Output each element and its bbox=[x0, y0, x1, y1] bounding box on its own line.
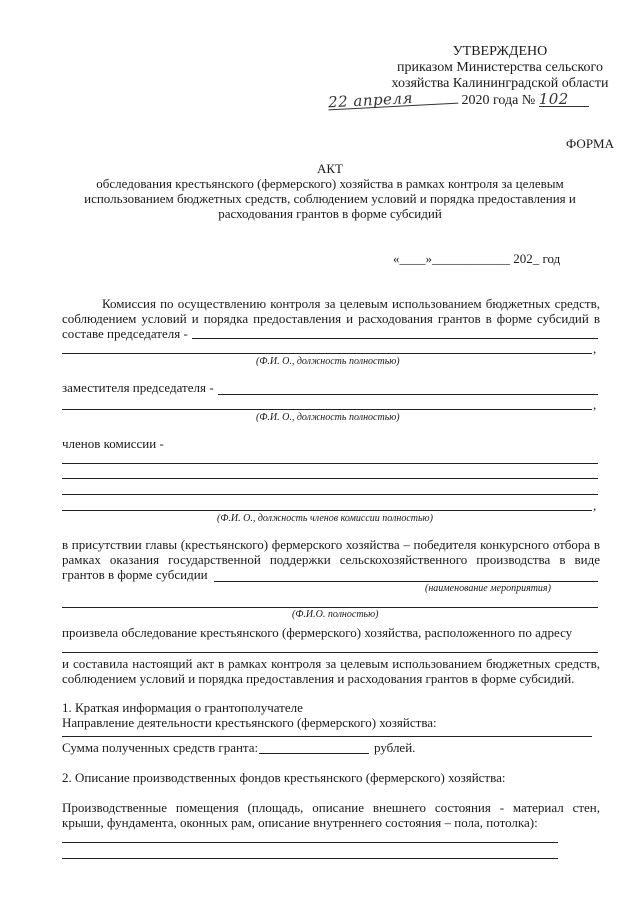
act-subtitle-line-3: расходования грантов в форме субсидий bbox=[218, 206, 442, 221]
handwritten-date: 22 апреля bbox=[328, 89, 459, 111]
chair-field-line-2[interactable] bbox=[62, 353, 592, 354]
presence-text: в присутствии главы (крестьянского) фермерского хозяйства – победителя конкурсного отбора в рамках оказания государственной поддержки сельскохозяйственного производства в виде грантов в форме субсидии bbox=[62, 537, 600, 582]
section-2-heading: 2. Описание производственных фондов крестьянского (фермерского) хозяйства: bbox=[62, 770, 506, 785]
act-date-line: «____»____________ 202_ год bbox=[393, 251, 561, 266]
deputy-field-line-2[interactable] bbox=[62, 409, 592, 410]
event-field-line[interactable] bbox=[214, 581, 598, 582]
members-field-line-4[interactable] bbox=[62, 510, 592, 511]
section-1-heading: 1. Краткая информация о грантополучателе bbox=[62, 700, 303, 715]
act-subtitle-line-1: обследования крестьянского (фермерского) хозяйства в рамках контроля за целевым bbox=[96, 176, 564, 191]
approval-date-line bbox=[327, 88, 589, 112]
grant-sum-unit: рублей. bbox=[374, 740, 416, 755]
premises-field-line-1[interactable] bbox=[62, 842, 558, 843]
caption-fio: (Ф.И.О. полностью) bbox=[292, 609, 379, 620]
grant-sum-field-line[interactable] bbox=[259, 753, 369, 754]
caption-chair: (Ф.И. О., должность полностью) bbox=[256, 356, 400, 367]
form-label: ФОРМА bbox=[566, 136, 614, 151]
fio-field-line[interactable] bbox=[62, 607, 598, 608]
premises-field-line-2[interactable] bbox=[62, 858, 558, 859]
act-title: АКТ bbox=[317, 161, 343, 176]
members-field-line-2[interactable] bbox=[62, 478, 598, 479]
members-field-line-3[interactable] bbox=[62, 494, 598, 495]
approval-order-line: приказом Министерства сельского bbox=[397, 60, 603, 75]
act-subtitle-line-2: использованием бюджетных средств, соблюдением условий и порядка предоставления и bbox=[84, 191, 576, 206]
direction-field-line[interactable] bbox=[62, 736, 592, 737]
caption-members: (Ф.И. О., должность членов комиссии полностью) bbox=[217, 513, 433, 524]
address-field-line[interactable] bbox=[62, 652, 598, 653]
premises-text: Производственные помещения (площадь, описание внешнего состояния - материал стен, крыши, фундамента, оконных рам, описание внутреннего состояния – пола, потолка): bbox=[62, 800, 600, 830]
approval-ministry-line: хозяйства Калининградской области bbox=[391, 76, 609, 91]
commission-intro: Комиссия по осуществлению контроля за целевым использованием бюджетных средств, соблюдением условий и порядка предоставления и расходования грантов в форме субсидий в составе председателя - bbox=[62, 296, 600, 341]
grant-sum-label: Сумма полученных средств гранта: bbox=[62, 740, 259, 755]
act-statement: и составила настоящий акт в рамках контроля за целевым использованием бюджетных средств, соблюдением условий и порядка предоставления и расходования грантов в форме субсидий. bbox=[62, 656, 600, 686]
approval-block bbox=[390, 44, 610, 92]
comma-mark: , bbox=[593, 341, 597, 356]
members-label: членов комиссии - bbox=[62, 436, 164, 451]
approval-heading: УТВЕРЖДЕНО bbox=[452, 44, 548, 59]
deputy-field-line-1[interactable] bbox=[218, 394, 598, 395]
caption-event: (наименование мероприятия) bbox=[425, 583, 551, 594]
direction-label: Направление деятельности крестьянского (фермерского) хозяйства: bbox=[62, 715, 437, 730]
handwritten-number: 102 bbox=[539, 92, 589, 107]
approval-year-text: 2020 года № bbox=[461, 93, 536, 108]
members-field-line-1[interactable] bbox=[62, 463, 598, 464]
comma-mark: , bbox=[593, 397, 597, 412]
chair-field-line-1[interactable] bbox=[192, 338, 598, 339]
inspection-text: произвела обследование крестьянского (фермерского) хозяйства, расположенного по адресу bbox=[62, 625, 573, 640]
caption-deputy: (Ф.И. О., должность полностью) bbox=[256, 412, 400, 423]
comma-mark: , bbox=[593, 498, 597, 513]
deputy-label: заместителя председателя - bbox=[62, 380, 214, 395]
